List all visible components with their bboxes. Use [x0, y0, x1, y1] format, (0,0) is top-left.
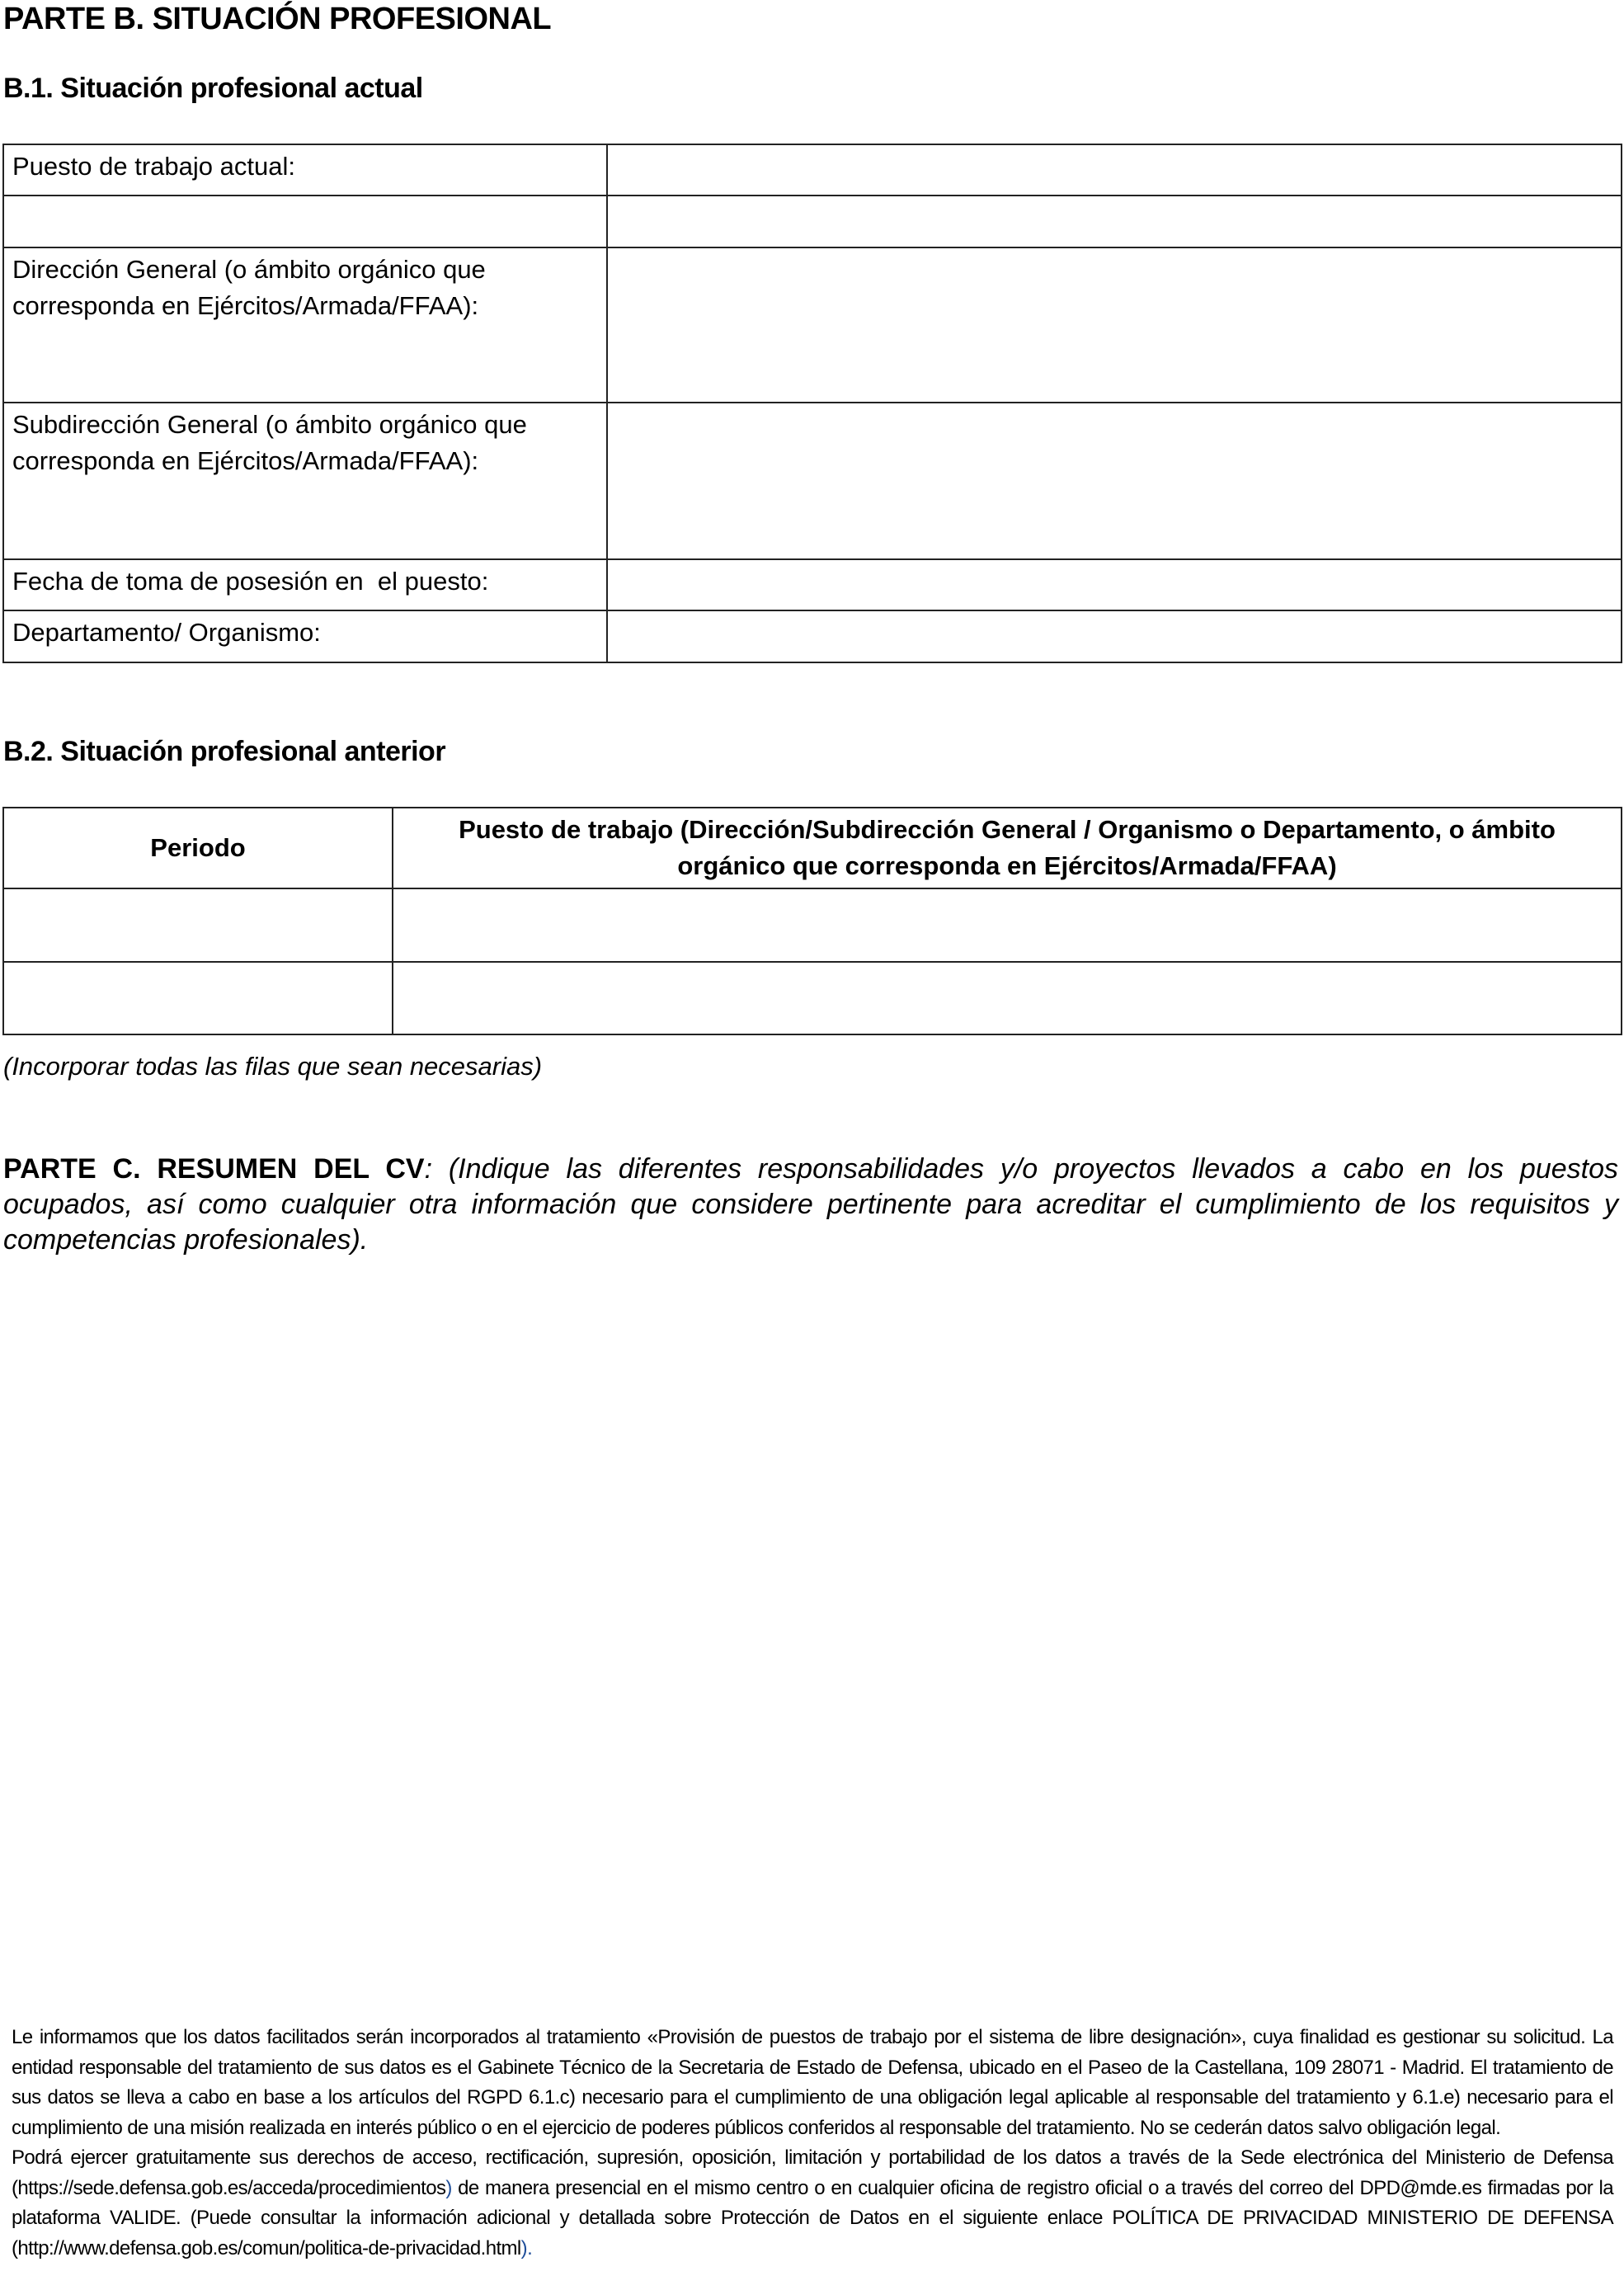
column-header-position: Puesto de trabajo (Dirección/Subdirección General / Organismo o Departamento, o ámbito orgánico que corresponda en Ejércitos/Armada/FFAA): [393, 808, 1622, 888]
field-label[interactable]: [3, 196, 607, 247]
table-row: [3, 403, 1622, 559]
privacy-paragraph-1: Le informamos que los datos facilitados serán incorporados al tratamiento «Provisión de puestos de trabajo por el sistema de libre designación», cuya finalidad es gestionar su solicitud. La entidad responsable del tratamiento de sus datos es el Gabinete Técnico de la Secretaria de Estado de Defensa, ubicado en el Paseo de la Castellana, 109 28071 - Madrid. El tratamiento de sus datos se lleva a cabo en base a los artículos del RGPD 6.1.c) necesario para el cumplimiento de una obligación legal aplicable al responsable del tratamiento y 6.1.e) necesario para el cumplimiento de una misión realizada en interés público o en el ejercicio de poderes públicos conferidos al responsable del tratamiento. No se cederán datos salvo obligación legal.: [12, 2026, 1613, 2139]
period-cell[interactable]: [3, 962, 393, 1034]
table-row: [3, 144, 1622, 196]
field-label: Fecha de toma de posesión en el puesto:: [3, 559, 607, 610]
field-value[interactable]: [607, 247, 1622, 403]
section-c-instructions: : (Indique las diferentes responsabilidades y/o proyectos llevados a cabo en los puestos ocupados, así como cualquier otra información que considere pertinente para acreditar el cumplimiento de los requisitos y competencias profesionales).: [3, 1153, 1618, 1256]
section-c-heading: PARTE C. RESUMEN DEL CV: [3, 1153, 425, 1185]
link-paren: ): [445, 2176, 452, 2199]
table-row: [3, 610, 1622, 662]
privacy-text: Podrá ejercer gratuitamente sus derechos de acceso, rectificación, supresión, oposición, limitación y portabilidad de los datos a través de la Sede electrónica del Ministerio de Defensa (https://sede.defensa.gob.es/acceda/procedimientos: [12, 2146, 1613, 2199]
position-cell[interactable]: [393, 962, 1622, 1034]
table-row: [3, 559, 1622, 610]
add-rows-note: (Incorporar todas las filas que sean necesarias): [3, 1052, 543, 1081]
field-value[interactable]: [607, 559, 1622, 610]
field-value[interactable]: [607, 144, 1622, 196]
table-header-row: [3, 808, 1622, 888]
section-b1-heading: B.1. Situación profesional actual: [3, 73, 423, 104]
section-b2-heading: B.2. Situación profesional anterior: [3, 736, 446, 767]
privacy-text: de manera presencial en el mismo centro o en cualquier oficina de registro oficial o a través del correo del DPD@mde.es firmadas por la plataforma VALIDE. (Puede consultar la información adicional y detallada sobre Protección de Datos en el siguiente enlace POLÍTICA DE PRIVACIDAD MINISTERIO DE DEFENSA (http://www.defensa.gob.es/comun/politica-de-privacidad.html: [12, 2176, 1613, 2259]
field-value[interactable]: [607, 403, 1622, 559]
previous-positions-table: [2, 807, 1622, 1035]
page-title: PARTE B. SITUACIÓN PROFESIONAL: [3, 2, 552, 36]
field-label: Dirección General (o ámbito orgánico que corresponda en Ejércitos/Armada/FFAA):: [3, 247, 607, 403]
table-row: [3, 196, 1622, 247]
position-cell[interactable]: [393, 888, 1622, 962]
column-header-period: Periodo: [3, 808, 393, 888]
privacy-notice: [12, 2023, 1613, 2264]
field-label: Puesto de trabajo actual:: [3, 144, 607, 196]
privacy-paragraph-2: [12, 2143, 1613, 2264]
table-row: [3, 962, 1622, 1034]
field-label: Departamento/ Organismo:: [3, 610, 607, 662]
table-row: [3, 888, 1622, 962]
field-label: Subdirección General (o ámbito orgánico que corresponda en Ejércitos/Armada/FFAA):: [3, 403, 607, 559]
period-cell[interactable]: [3, 888, 393, 962]
current-position-table: [2, 144, 1622, 663]
field-value[interactable]: [607, 610, 1622, 662]
section-c: [3, 1152, 1618, 1258]
table-row: [3, 247, 1622, 403]
field-value[interactable]: [607, 196, 1622, 247]
link-paren: ).: [520, 2236, 533, 2259]
